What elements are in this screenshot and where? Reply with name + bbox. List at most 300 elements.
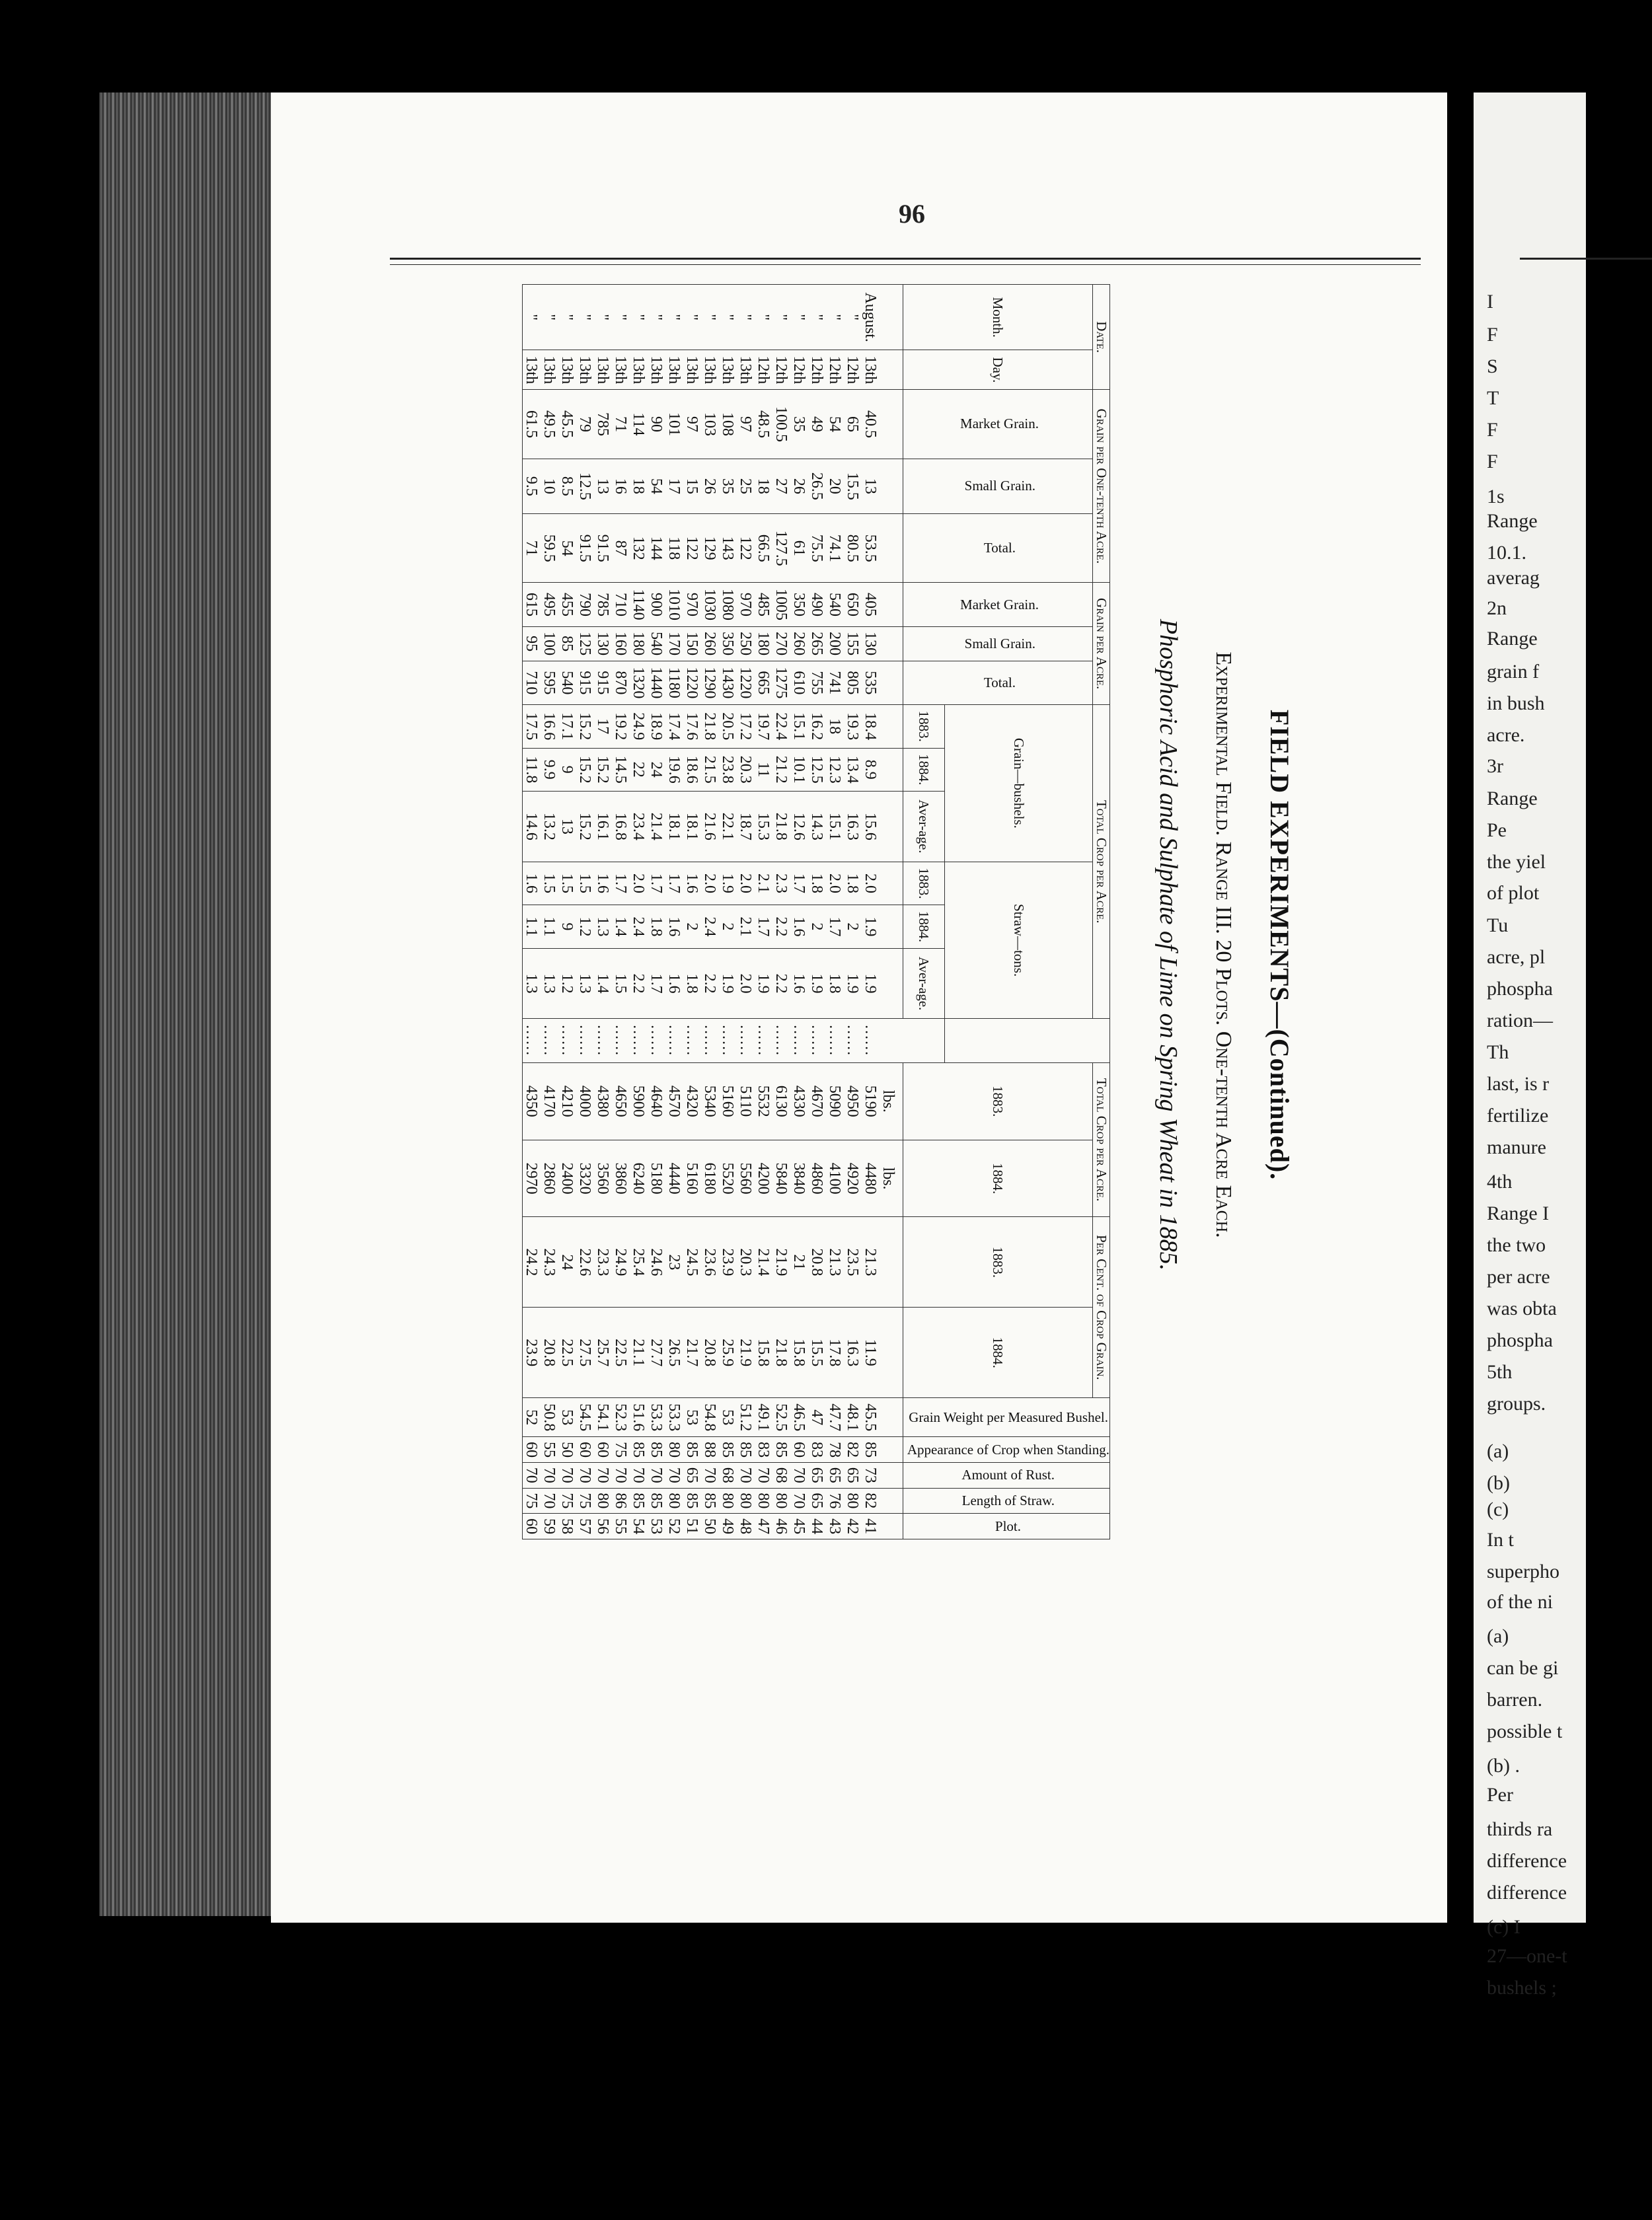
table-cell: 50 [701, 1514, 719, 1539]
table-cell: 82 [844, 1437, 862, 1463]
facing-text-line: in bush [1487, 692, 1545, 714]
header-plot: Plot. [903, 1514, 1109, 1539]
table-cell: 50.8 [541, 1398, 558, 1437]
table-cell: 16.3 [844, 792, 862, 862]
table-cell: ...... [737, 1019, 755, 1062]
table-cell: 21.4 [755, 1217, 772, 1308]
facing-text-line: phospha [1487, 1329, 1553, 1351]
table-cell: 1080 [719, 583, 737, 626]
table-cell: 1.3 [576, 948, 594, 1019]
table-cell: 5560 [737, 1140, 755, 1217]
table-cell: 53.3 [648, 1398, 665, 1437]
table-cell: 54 [630, 1514, 648, 1539]
header-appearance: Appearance of Crop when Standing. [903, 1437, 1109, 1463]
facing-text-line: (c) [1487, 1498, 1509, 1520]
facing-text-line: Per [1487, 1784, 1513, 1806]
table-cell: 4650 [612, 1062, 630, 1140]
table-cell: 60 [522, 1514, 541, 1539]
table-cell: 100.5 [772, 390, 790, 459]
table-cell: 118 [665, 514, 683, 583]
table-cell: 70 [737, 1462, 755, 1488]
table-cell: 9.9 [541, 748, 558, 792]
table-cell: 70 [576, 1462, 594, 1488]
facing-text-line: 1s [1487, 486, 1505, 507]
facing-text-line: of plot [1487, 882, 1540, 904]
table-cell: 16.6 [541, 705, 558, 749]
table-cell: 1220 [683, 661, 701, 704]
table-cell: 5840 [772, 1140, 790, 1217]
table-cell: 22.5 [612, 1308, 630, 1398]
table-row [737, 285, 755, 1539]
table-cell: 97 [683, 390, 701, 459]
header-grain-per-tenth-acre: Grain per One-tenth Acre. [1093, 390, 1110, 583]
table-cell: 15 [683, 459, 701, 514]
table-cell: 150 [683, 626, 701, 661]
table-cell: 350 [790, 583, 808, 626]
table-cell: " [701, 285, 719, 350]
table-cell: " [594, 285, 612, 350]
table-cell: 46 [772, 1514, 790, 1539]
table-cell: 1.9 [862, 905, 880, 949]
rotated-table-block [297, 284, 1295, 1606]
table-cell: 8.5 [558, 459, 576, 514]
table-cell: " [844, 285, 862, 350]
table-cell: 46.5 [790, 1398, 808, 1437]
table-cell: 1.8 [826, 948, 844, 1019]
table-cell: 1.8 [683, 948, 701, 1019]
table-cell: 49.5 [541, 390, 558, 459]
table-cell: 1005 [772, 583, 790, 626]
table-cell: 51.2 [737, 1398, 755, 1437]
table-cell: 13th [594, 350, 612, 390]
table-cell: 15.2 [576, 792, 594, 862]
table-cell: 23.3 [594, 1217, 612, 1308]
table-cell: 13th [719, 350, 737, 390]
table-cell: 14.6 [522, 792, 541, 862]
table-cell: 74.1 [826, 514, 844, 583]
table-cell: 455 [558, 583, 576, 626]
table-row [755, 285, 772, 1539]
table-cell: 51.6 [630, 1398, 648, 1437]
header-total-crop-per-acre: Total Crop per Acre. [1093, 705, 1110, 1019]
table-cell: 18.1 [683, 792, 701, 862]
facing-text-line: 3r [1487, 755, 1503, 777]
facing-text-line: can be gi [1487, 1657, 1559, 1679]
table-cell: 71 [612, 390, 630, 459]
table-row [594, 285, 612, 1539]
facing-text-line: (b) [1487, 1472, 1510, 1494]
table-cell: 23.6 [701, 1217, 719, 1308]
table-cell: 85 [862, 1437, 880, 1463]
table-cell: 4200 [755, 1140, 772, 1217]
page-number: 96 [899, 199, 925, 229]
table-cell: 1030 [701, 583, 719, 626]
table-cell: 59 [541, 1514, 558, 1539]
table-cell: 17 [665, 459, 683, 514]
table-cell: 15.1 [826, 792, 844, 862]
table-cell: 143 [719, 514, 737, 583]
table-cell: 1.8 [844, 862, 862, 905]
table-cell: 1140 [630, 583, 648, 626]
table-cell: 2 [683, 905, 701, 949]
table-cell: 49 [719, 1514, 737, 1539]
table-row [701, 285, 719, 1539]
table-cell: 17.2 [737, 705, 755, 749]
table-cell: 155 [844, 626, 862, 661]
table-cell: 4640 [648, 1062, 665, 1140]
table-cell: 75 [558, 1488, 576, 1514]
table-cell: 70 [755, 1462, 772, 1488]
table-cell: 1.1 [522, 905, 541, 949]
table-cell: 53.5 [862, 514, 880, 583]
table-cell: 58 [558, 1514, 576, 1539]
table-cell: 4170 [541, 1062, 558, 1140]
facing-text-line: 2n [1487, 597, 1507, 619]
table-cell: ...... [541, 1019, 558, 1062]
table-cell: ...... [522, 1019, 541, 1062]
table-cell: 12.6 [790, 792, 808, 862]
table-cell: 108 [719, 390, 737, 459]
table-cell: 15.5 [808, 1308, 826, 1398]
table-cell: " [683, 285, 701, 350]
table-cell: 43 [826, 1514, 844, 1539]
table-cell: ...... [648, 1019, 665, 1062]
table-cell: 53 [683, 1398, 701, 1437]
table-cell: 200 [826, 626, 844, 661]
table-cell: 18 [826, 705, 844, 749]
table-cell: 21.7 [683, 1308, 701, 1398]
table-cell: 53 [648, 1514, 665, 1539]
table-cell: 12.3 [826, 748, 844, 792]
table-cell: 80 [772, 1488, 790, 1514]
table-cell: 1.3 [541, 948, 558, 1019]
facing-text-line: difference [1487, 1882, 1567, 1904]
table-cell: 48.1 [844, 1398, 862, 1437]
table-cell: 21.9 [772, 1217, 790, 1308]
table-cell: 18 [630, 459, 648, 514]
table-cell: 13th [665, 350, 683, 390]
header-total-tenth: Total. [903, 514, 1092, 583]
table-cell: 1290 [701, 661, 719, 704]
table-cell: 260 [790, 626, 808, 661]
table-cell: 54 [648, 459, 665, 514]
table-row [826, 285, 844, 1539]
table-cell: 52.5 [772, 1398, 790, 1437]
table-cell: 129 [701, 514, 719, 583]
header-st-avg: Aver-age. [903, 948, 944, 1019]
table-row [630, 285, 648, 1539]
header-grain-bushels: Grain—bushels. [944, 705, 1092, 862]
table-cell: 24.9 [612, 1217, 630, 1308]
header-gb-avg: Aver-age. [903, 792, 944, 862]
table-cell: 13 [862, 459, 880, 514]
table-cell: 130 [594, 626, 612, 661]
table-cell: 1.4 [612, 905, 630, 949]
book-page-edges [99, 92, 278, 1916]
table-cell: 17.6 [683, 705, 701, 749]
table-cell: 61.5 [522, 390, 541, 459]
facing-text-line: 10.1. [1487, 542, 1526, 564]
table-cell: 70 [701, 1462, 719, 1488]
table-cell: 5190 [862, 1062, 880, 1140]
table-cell: 610 [790, 661, 808, 704]
table-cell: 405 [862, 583, 880, 626]
facing-text-line: averag [1487, 567, 1540, 589]
table-cell: ...... [612, 1019, 630, 1062]
table-cell: 75.5 [808, 514, 826, 583]
table-cell: 20.8 [701, 1308, 719, 1398]
facing-text-line: (c) I [1487, 1916, 1521, 1938]
table-cell: 5110 [737, 1062, 755, 1140]
facing-text-line: thirds ra [1487, 1818, 1553, 1840]
table-cell: 270 [772, 626, 790, 661]
facing-text-line: difference [1487, 1850, 1567, 1872]
table-cell: 1.1 [541, 905, 558, 949]
table-cell: 45.5 [862, 1398, 880, 1437]
table-cell: 70 [522, 1462, 541, 1488]
table-cell: 160 [612, 626, 630, 661]
table-cell: 1220 [737, 661, 755, 704]
table-cell: 15.2 [594, 748, 612, 792]
table-cell: 615 [522, 583, 541, 626]
table-cell: 2.3 [772, 862, 790, 905]
header-gb-1883: 1883. [903, 705, 944, 749]
table-cell: 13th [648, 350, 665, 390]
table-cell: 54.8 [701, 1398, 719, 1437]
facing-text-line: the yiel [1487, 851, 1546, 873]
table-cell: 2.0 [826, 862, 844, 905]
table-cell: 5090 [826, 1062, 844, 1140]
table-cell: 44 [808, 1514, 826, 1539]
table-cell: 21 [790, 1217, 808, 1308]
table-cell: 20 [826, 459, 844, 514]
table-cell: 1180 [665, 661, 683, 704]
header-small-tenth: Small Grain. [903, 459, 1092, 514]
table-cell: 16.1 [594, 792, 612, 862]
table-cell: 1.2 [576, 905, 594, 949]
facing-text-line: (b) . [1487, 1755, 1520, 1777]
table-cell: 80 [665, 1437, 683, 1463]
table-cell: " [612, 285, 630, 350]
table-cell: 17.4 [665, 705, 683, 749]
table-cell: 1.7 [826, 905, 844, 949]
table-cell: 45 [790, 1514, 808, 1539]
table-cell: 14.3 [808, 792, 826, 862]
table-cell: 710 [522, 661, 541, 704]
table-cell: 80 [755, 1488, 772, 1514]
table-cell: 47.7 [826, 1398, 844, 1437]
table-cell: 11 [755, 748, 772, 792]
table-cell: 80 [665, 1488, 683, 1514]
table-cell: 16 [612, 459, 630, 514]
header-date: Date. [1093, 285, 1110, 390]
table-cell: 21.3 [862, 1217, 880, 1308]
header-market-acre: Market Grain. [903, 583, 1092, 626]
table-cell: 18 [755, 459, 772, 514]
table-cell: 13th [576, 350, 594, 390]
table-cell: 485 [755, 583, 772, 626]
table-cell: 88 [701, 1437, 719, 1463]
table-cell: 970 [683, 583, 701, 626]
table-cell: 170 [665, 626, 683, 661]
table-cell: 13th [701, 350, 719, 390]
table-cell: 19.6 [665, 748, 683, 792]
facing-text-line: possible t [1487, 1720, 1563, 1742]
table-cell: 24.6 [648, 1217, 665, 1308]
table-cell: 3560 [594, 1140, 612, 1217]
table-cell: 83 [755, 1437, 772, 1463]
table-cell: 26.5 [808, 459, 826, 514]
table-cell: 18.9 [648, 705, 665, 749]
table-cell: 65 [683, 1462, 701, 1488]
header-grain-weight: Grain Weight per Measured Bushel. [903, 1398, 1109, 1437]
table-cell: " [808, 285, 826, 350]
facing-text-line: was obta [1487, 1298, 1557, 1319]
table-cell: 180 [755, 626, 772, 661]
table-cell: 17 [594, 705, 612, 749]
table-cell: 16.2 [808, 705, 826, 749]
table-cell: 20.3 [737, 748, 755, 792]
facing-text-line: manure [1487, 1136, 1546, 1158]
table-row [790, 285, 808, 1539]
table-cell: 1.7 [755, 905, 772, 949]
unit-lbs-1884: lbs. [880, 1140, 903, 1217]
top-rule [390, 258, 1421, 260]
table-cell: 23.8 [719, 748, 737, 792]
table-cell: 22.6 [576, 1217, 594, 1308]
table-row [683, 285, 701, 1539]
table-cell: 9 [558, 748, 576, 792]
table-cell: 70 [790, 1462, 808, 1488]
table-cell: 260 [701, 626, 719, 661]
table-cell: 101 [665, 390, 683, 459]
table-cell: 91.5 [576, 514, 594, 583]
table-cell: 4670 [808, 1062, 826, 1140]
table-cell: 97 [737, 390, 755, 459]
facing-text-line: 5th [1487, 1361, 1513, 1383]
table-cell: 15.8 [790, 1308, 808, 1398]
table-cell: 710 [612, 583, 630, 626]
table-cell: 22.4 [772, 705, 790, 749]
table-cell: 47 [808, 1398, 826, 1437]
table-cell: 900 [648, 583, 665, 626]
table-cell: " [790, 285, 808, 350]
table-cell: 13th [558, 350, 576, 390]
table-cell: 25.4 [630, 1217, 648, 1308]
facing-rule [1520, 258, 1652, 260]
facing-text-line: last, is r [1487, 1073, 1550, 1095]
table-cell: 68 [772, 1462, 790, 1488]
table-cell: 54.5 [576, 1398, 594, 1437]
table-cell: 14.5 [612, 748, 630, 792]
table-cell: 87 [612, 514, 630, 583]
table-cell: 100 [541, 626, 558, 661]
header-total-acre: Total. [903, 661, 1092, 704]
facing-text-line: F [1487, 324, 1498, 346]
table-row [648, 285, 665, 1539]
table-cell: 23.4 [630, 792, 648, 862]
table-cell: 15.3 [755, 792, 772, 862]
table-cell: 48.5 [755, 390, 772, 459]
facing-text-line: T [1487, 387, 1499, 409]
table-cell: 6240 [630, 1140, 648, 1217]
table-cell: 24.5 [683, 1217, 701, 1308]
table-cell: 80 [844, 1488, 862, 1514]
table-cell: 21.2 [772, 748, 790, 792]
table-cell: 3840 [790, 1140, 808, 1217]
table-cell: 4950 [844, 1062, 862, 1140]
table-cell: 11.8 [522, 748, 541, 792]
table-cell: 52 [522, 1398, 541, 1437]
table-cell: 595 [541, 661, 558, 704]
table-cell: 535 [862, 661, 880, 704]
table-cell: 785 [594, 390, 612, 459]
table-cell: August. [862, 285, 880, 350]
table-cell: 86 [612, 1488, 630, 1514]
table-cell: 9 [558, 905, 576, 949]
table-cell: 15.8 [755, 1308, 772, 1398]
facing-text-line: acre, pl [1487, 946, 1546, 968]
table-cell: 1.9 [862, 948, 880, 1019]
table-cell: 70 [665, 1462, 683, 1488]
table-cell: 1.6 [683, 862, 701, 905]
table-row [665, 285, 683, 1539]
table-cell: 45.5 [558, 390, 576, 459]
table-cell: 57 [576, 1514, 594, 1539]
table-cell: 23 [665, 1217, 683, 1308]
table-cell: 85 [648, 1437, 665, 1463]
table-row [719, 285, 737, 1539]
table-cell: 1.7 [612, 862, 630, 905]
table-cell: 2.1 [737, 905, 755, 949]
facing-text-line: Tu [1487, 914, 1509, 936]
table-cell: 5900 [630, 1062, 648, 1140]
facing-text-line: Th [1487, 1041, 1509, 1063]
table-cell: " [772, 285, 790, 350]
table-cell: 1.6 [594, 862, 612, 905]
table-cell: 130 [862, 626, 880, 661]
table-cell: ...... [558, 1019, 576, 1062]
facing-text-line: 27—one-t [1487, 1945, 1567, 1967]
table-cell: 17.1 [558, 705, 576, 749]
table-cell: 2.0 [737, 948, 755, 1019]
table-cell: 60 [522, 1437, 541, 1463]
experiment-table [522, 284, 1110, 1539]
table-cell: 26 [790, 459, 808, 514]
table-cell: 17.8 [826, 1308, 844, 1398]
table-cell: 3320 [576, 1140, 594, 1217]
table-cell: 6180 [701, 1140, 719, 1217]
table-cell: 8.9 [862, 748, 880, 792]
table-row [558, 285, 576, 1539]
table-cell: 53 [719, 1398, 737, 1437]
table-cell: 1.3 [522, 948, 541, 1019]
table-cell: 5160 [719, 1062, 737, 1140]
table-cell: 1.4 [594, 948, 612, 1019]
table-cell: ...... [665, 1019, 683, 1062]
facing-text-line: (a) [1487, 1440, 1509, 1462]
table-cell: 35 [719, 459, 737, 514]
table-cell: 21.8 [701, 705, 719, 749]
table-cell: 13th [737, 350, 755, 390]
table-cell: 20.5 [719, 705, 737, 749]
table-cell: 35 [790, 390, 808, 459]
facing-text-line: the two [1487, 1234, 1546, 1256]
table-cell: 1.6 [790, 948, 808, 1019]
table-cell: 1.6 [665, 905, 683, 949]
table-cell: 13.4 [844, 748, 862, 792]
table-cell: 1.5 [612, 948, 630, 1019]
